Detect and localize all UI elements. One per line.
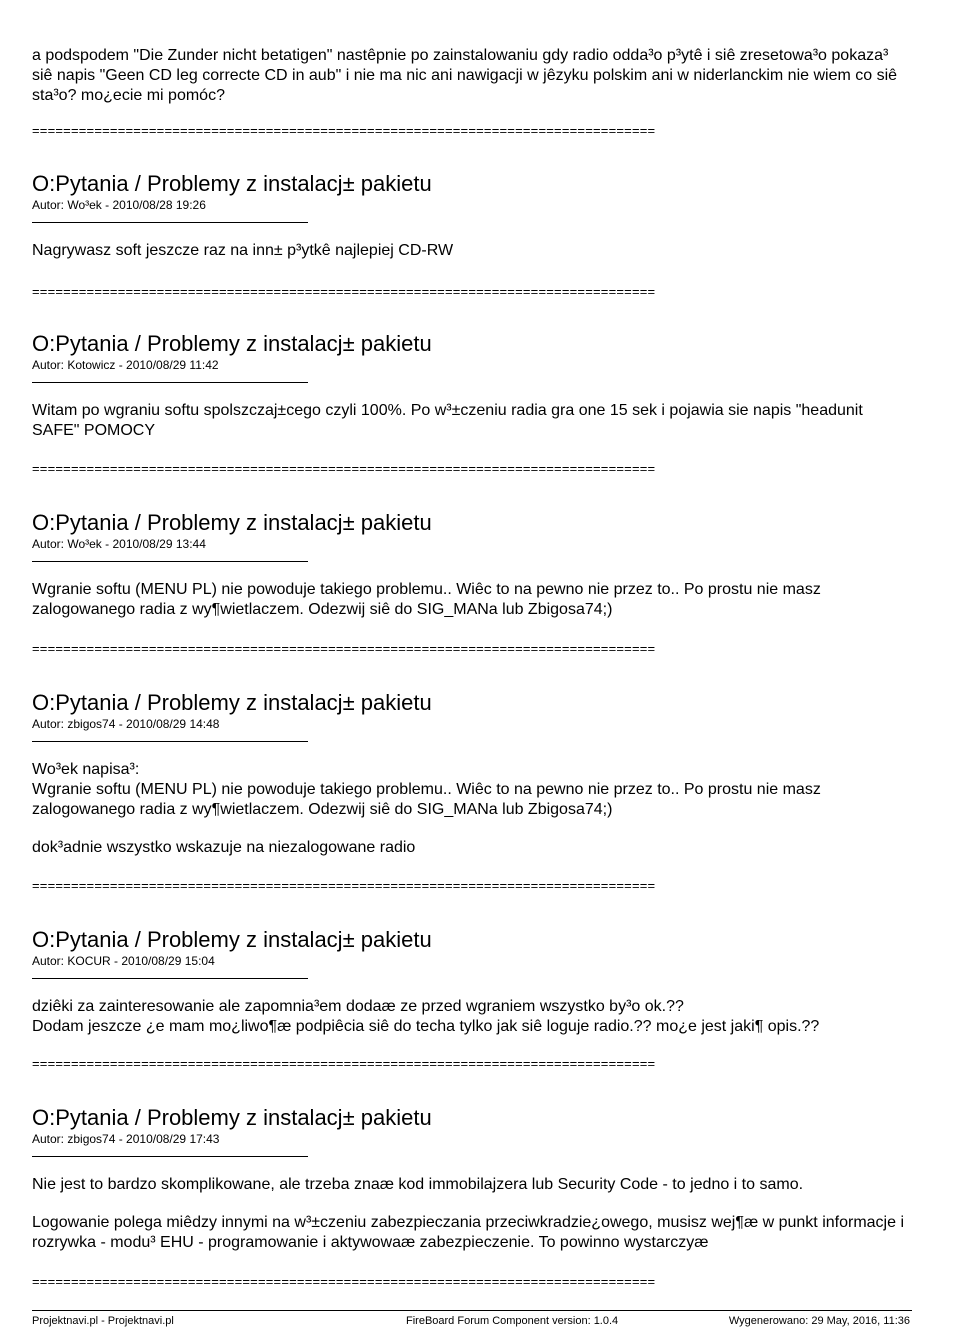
post-paragraph: Witam po wgraniu softu spolszczaj±cego czyli 100%. Po w³±czeniu radia gra one 15 sek i pojawia sie napis "headunit SAFE" POMOCY (32, 402, 863, 439)
post-meta: Autor: KOCUR - 2010/08/29 15:04 (32, 954, 215, 968)
separator: ================================================================================ (32, 1274, 656, 1289)
post-body (32, 997, 912, 1037)
separator: ================================================================================ (32, 461, 656, 476)
post-title: O:Pytania / Problemy z instalacj± pakietu (32, 927, 432, 952)
page-footer (32, 1310, 912, 1333)
post-meta: Autor: zbigos74 - 2010/08/29 14:48 (32, 717, 220, 731)
footer-site: Projektnavi.pl - Projektnavi.pl (32, 1315, 174, 1327)
post-rule (32, 382, 308, 383)
post-title: O:Pytania / Problemy z instalacj± pakietu (32, 331, 432, 356)
post-paragraph: Nagrywasz soft jeszcze raz na inn± p³ytkê najlepiej CD-RW (32, 242, 454, 259)
separator: ================================================================================ (32, 641, 656, 656)
footer-generated-date: Wygenerowano: 29 May, 2016, 11:36 (728, 1315, 910, 1327)
post-meta: Autor: Kotowicz - 2010/08/29 11:42 (32, 358, 219, 372)
post-paragraph: Nie jest to bardzo skomplikowane, ale trzeba znaæ kod immobilajzera lub Security Code - to jedno i to samo. (32, 1176, 804, 1193)
post (32, 171, 912, 261)
separator: ================================================================================ (32, 1056, 656, 1071)
separator: ================================================================================ (32, 123, 656, 138)
post-rule (32, 741, 308, 742)
separator: ================================================================================ (32, 878, 656, 893)
post-paragraph: Wgranie softu (MENU PL) nie powoduje takiego problemu.. Wiêc to na pewno nie przez to.. Po prostu nie masz zalogowanego radia z wy¶wietlaczem. Odezwij siê do SIG_MANa lub Zbigosa74;) (32, 581, 821, 618)
post-body (32, 241, 912, 261)
post-body (32, 580, 912, 620)
intro-text: a podspodem "Die Zunder nicht betatigen" nastêpnie po zainstalowaniu gdy radio odda³o p³ytê i siê zresetowa³o pokaza³ siê napis "Geen CD leg correcte CD in aub" i nie ma nic ani nawigacji w jêzyku polskim ani w niderlanckim nie wiem co siê sta³o? mo¿ecie mi pomóc? (32, 47, 898, 104)
post-meta: Autor: zbigos74 - 2010/08/29 17:43 (32, 1132, 220, 1146)
post-title: O:Pytania / Problemy z instalacj± pakietu (32, 171, 432, 196)
post-rule (32, 561, 308, 562)
post-rule (32, 978, 308, 979)
post (32, 927, 912, 1037)
post-meta: Autor: Wo³ek - 2010/08/28 19:26 (32, 198, 206, 212)
post-paragraph: dziêki za zainteresowanie ale zapomnia³em dodaæ ze przed wgraniem wszystko by³o ok.?? Dodam jeszcze ¿e mam mo¿liwo¶æ podpiêcia siê do techa tylko jak siê loguje radio.?? mo¿e jest jaki¶ opis.?? (32, 998, 820, 1035)
post-body (32, 401, 912, 441)
post-paragraph: Wo³ek napisa³: Wgranie softu (MENU PL) nie powoduje takiego problemu.. Wiêc to na pewno nie przez to.. Po prostu nie masz zalogowanego radia z wy¶wietlaczem. Odezwij siê do SIG_MANa lub Zbigosa74;) (32, 761, 821, 818)
post-paragraph: dok³adnie wszystko wskazuje na niezalogowane radio (32, 839, 416, 856)
post (32, 1105, 912, 1253)
post-rule (32, 222, 308, 223)
post (32, 331, 912, 441)
post (32, 690, 912, 858)
post-title: O:Pytania / Problemy z instalacj± pakietu (32, 1105, 432, 1130)
post-title: O:Pytania / Problemy z instalacj± pakietu (32, 510, 432, 535)
post (32, 510, 912, 620)
post-title: O:Pytania / Problemy z instalacj± pakietu (32, 690, 432, 715)
post-rule (32, 1156, 308, 1157)
post-meta: Autor: Wo³ek - 2010/08/29 13:44 (32, 537, 206, 551)
separator: ================================================================================ (32, 284, 656, 299)
post-body (32, 1175, 912, 1253)
footer-component-version: FireBoard Forum Component version: 1.0.4 (406, 1315, 619, 1327)
post-body (32, 760, 912, 858)
post-paragraph: Logowanie polega miêdzy innymi na w³±czeniu zabezpieczania przeciwkradzie¿owego, musisz wej¶æ w punkt informacje i rozrywka - modu³ EHU - programowanie i aktywowaæ zabezpieczenie. To powinno wystarczyæ (32, 1214, 904, 1251)
